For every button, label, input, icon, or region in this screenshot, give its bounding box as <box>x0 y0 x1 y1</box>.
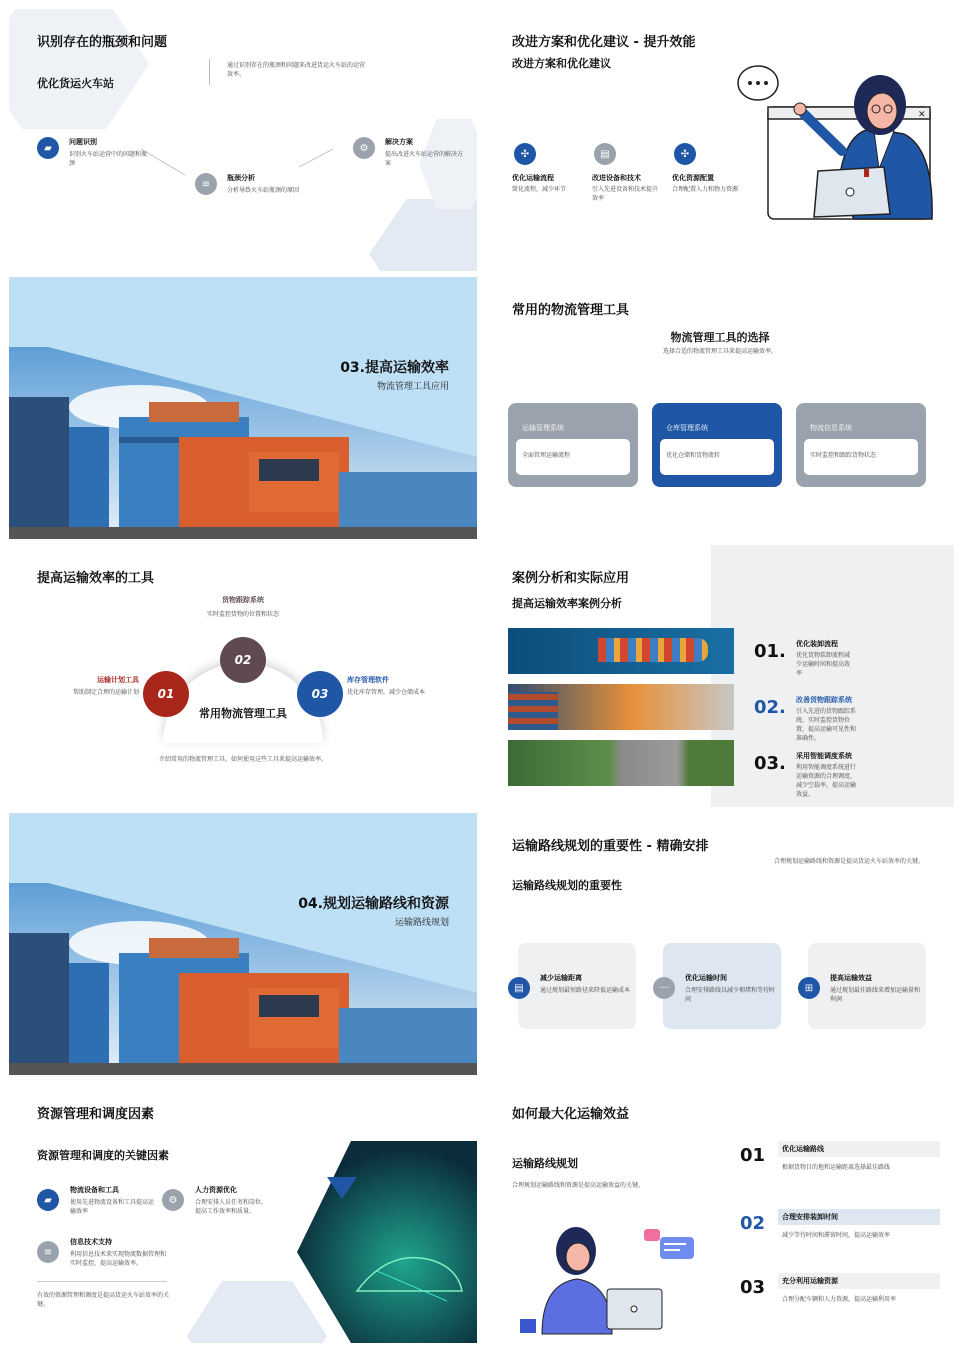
case-item-1 <box>754 639 944 678</box>
port-sunset-photo <box>508 684 734 730</box>
badge-num: 01 <box>157 687 175 701</box>
card-reduce-distance[interactable] <box>514 943 636 1029</box>
card-text: 全面管理运输流程 <box>522 452 571 459</box>
slide-case-study[interactable] <box>486 545 954 807</box>
ship-photo <box>508 628 734 674</box>
card-title: 运输管理系统 <box>522 424 564 432</box>
item-title: 运输计划工具 <box>97 676 139 684</box>
slide-route-planning[interactable] <box>486 813 954 1075</box>
section-title: 04.规划运输路线和资源 <box>298 896 449 912</box>
slide-bottleneck[interactable] <box>9 9 477 271</box>
benefit-title-bar <box>778 1273 940 1289</box>
item-text: 识别火车站运营中的问题和瓶颈 <box>69 151 148 167</box>
benefit-item-1 <box>740 1141 940 1172</box>
slide-title: 运输路线规划的重要性 - 精确安排 <box>512 839 709 854</box>
slide-efficiency-tools[interactable] <box>9 545 477 807</box>
card-text: 实时监控和跟踪货物状态 <box>810 452 877 459</box>
container-port-photo <box>9 277 477 539</box>
case-title: 优化装卸流程 <box>796 640 838 648</box>
item-equipment <box>37 1185 157 1216</box>
item-text: 优化库存管理，减少仓储成本 <box>347 689 426 696</box>
hex-decoration <box>187 1281 327 1343</box>
slide-title: 案例分析和实际应用 <box>512 571 630 586</box>
item-01-label <box>29 675 139 697</box>
image-icon: ▰ <box>37 1189 59 1211</box>
benefit-text: 减少等待时间和滞留时间，提高运输效率 <box>782 1232 891 1239</box>
slide-subtitle: 优化货运火车站 <box>37 77 114 90</box>
highway-photo <box>508 740 734 786</box>
slide-section-04[interactable] <box>9 813 477 1075</box>
slide-footer: 有效的资源管理和调度是提高货运火车站效率的关键。 <box>37 1292 170 1308</box>
card-title: 优化运输时间 <box>685 974 727 982</box>
item-03-label <box>347 675 467 697</box>
badge-03 <box>297 671 343 717</box>
benefit-title-bar <box>778 1141 940 1157</box>
card-body <box>804 439 918 475</box>
slide-subtitle: 资源管理和调度的关键因素 <box>37 1149 169 1162</box>
slide-title: 常用的物流管理工具 <box>512 303 630 318</box>
card-content <box>540 973 632 995</box>
slide-subtitle: 运输路线规划的重要性 <box>512 879 622 892</box>
item-02-label <box>9 595 477 619</box>
benefit-text: 合理分配车辆和人力资源，提高运输利用率 <box>782 1296 897 1303</box>
slide-desc: 选择合适的物流管理工具来提高运输效率。 <box>662 348 777 355</box>
slide-subtitle: 改进方案和优化建议 <box>512 57 611 70</box>
woman-phone-illustration <box>512 1209 702 1339</box>
badge-num: 02 <box>234 653 252 667</box>
card-text: 通过规划最短路径来降低运输成本 <box>540 987 631 994</box>
section-subtitle: 运输路线规划 <box>394 918 449 928</box>
card-content <box>830 973 922 1004</box>
layers-icon: ≡ <box>37 1241 59 1263</box>
section-subtitle: 物流管理工具应用 <box>376 382 449 392</box>
item-text: 合理配置人力和物力资源 <box>672 186 739 193</box>
card-info-system[interactable] <box>796 403 926 487</box>
case-title: 采用智能调度系统 <box>796 752 852 760</box>
slide-subtitle: 物流管理工具的选择 <box>670 331 770 344</box>
item-title: 物流设备和工具 <box>70 1186 119 1194</box>
item-title: 库存管理软件 <box>347 676 389 684</box>
card-optimize-time[interactable] <box>659 943 781 1029</box>
badge-01 <box>143 671 189 717</box>
item-flow <box>512 143 582 194</box>
item-text: 分析导致火车站瓶颈的原因 <box>227 187 300 194</box>
benefit-title-bar <box>778 1209 940 1225</box>
card-title: 减少运输距离 <box>540 974 582 982</box>
container-port-photo <box>9 813 477 1075</box>
card-title: 提高运输效益 <box>830 974 872 982</box>
benefit-title: 充分利用运输资源 <box>782 1277 838 1285</box>
slide-section-03[interactable] <box>9 277 477 539</box>
slide-desc: 通过识别存在的瓶颈和问题来改进货运火车站的运营效率。 <box>227 62 366 78</box>
item-title: 人力资源优化 <box>195 1186 237 1194</box>
item-title: 货物跟踪系统 <box>222 596 264 604</box>
divider <box>37 1281 167 1282</box>
item-title: 问题识别 <box>69 138 97 146</box>
case-title: 改善货物跟踪系统 <box>796 696 852 704</box>
layers-icon: ≡ <box>195 173 217 195</box>
item-title: 改进设备和技术 <box>592 174 641 182</box>
slide-subtitle: 运输路线规划 <box>512 1157 578 1170</box>
item-text: 合理安排人员任务和岗位，提高工作效率和质量。 <box>195 1199 268 1215</box>
item-title: 瓶颈分析 <box>227 174 255 182</box>
item-hr <box>162 1185 272 1216</box>
slide-desc: 合理规划运输路线和资源是提高运输效益的关键。 <box>512 1182 645 1189</box>
slide-footer: 介绍常用的物流管理工具，如何使用这些工具来提高运输效率。 <box>158 756 327 763</box>
item-text: 提出改进火车站运营的解决方案 <box>385 151 464 167</box>
benefit-num: 03 <box>740 1277 766 1298</box>
slide-title: 改进方案和优化建议 - 提升效能 <box>512 35 696 50</box>
item-text: 引入先进设备和技术提升效率 <box>592 186 659 202</box>
badge-num: 03 <box>311 687 329 701</box>
benefit-text: 根据货物目的地和运输距离选择最佳路线 <box>782 1164 891 1171</box>
slide-resource-management[interactable] <box>9 1081 477 1343</box>
slide-improvement[interactable] <box>486 9 954 271</box>
slide-title: 识别存在的瓶颈和问题 <box>37 35 168 50</box>
smart-car-photo <box>297 1141 477 1343</box>
item-text: 简化流程，减少环节 <box>512 186 567 193</box>
case-text: 利用智能调度系统进行运输资源的合理调度，减少空载率，提高运输效益。 <box>796 764 857 798</box>
flow-icon: ✣ <box>514 143 536 165</box>
case-item-3 <box>754 751 944 799</box>
flow-icon: ✣ <box>674 143 696 165</box>
case-num: 02. <box>754 697 786 718</box>
card-body <box>516 439 630 475</box>
image-icon: ▰ <box>37 137 59 159</box>
card-title: 物流信息系统 <box>810 424 852 432</box>
connector-arrows <box>9 9 477 271</box>
benefit-title: 合理安排装卸时间 <box>782 1213 838 1221</box>
woman-laptop-illustration <box>734 59 939 239</box>
section-title: 03.提高运输效率 <box>340 360 449 376</box>
center-label: 常用物流管理工具 <box>199 707 287 720</box>
slide-subtitle: 提高运输效率案例分析 <box>512 597 622 610</box>
slide-title: 如何最大化运输效益 <box>512 1107 630 1122</box>
slide-maximize-benefit[interactable] <box>486 1081 954 1343</box>
item-title: 优化运输流程 <box>512 174 554 182</box>
card-improve-benefit[interactable] <box>804 943 926 1029</box>
card-text: 通过规划最佳路线来增加运输量和利润 <box>830 987 921 1003</box>
item-text: 使用先进物流设备和工具提高运输效率 <box>70 1199 155 1215</box>
item-text: 利用信息技术来实现物流数据管理和实时监控，提高运输效率。 <box>70 1251 167 1267</box>
item-text: 实时监控货物的位置和状态 <box>206 611 279 618</box>
benefit-num: 02 <box>740 1213 766 1234</box>
blue-triangle <box>327 1177 357 1199</box>
network-icon: ⊞ <box>798 977 820 999</box>
item-it <box>37 1237 167 1268</box>
card-content <box>685 973 777 1004</box>
chat-icon: ··· <box>653 977 675 999</box>
case-text: 优化货物装卸流程减少运输时间和提高效率 <box>796 652 851 677</box>
svg-text:✕: ✕ <box>918 110 926 120</box>
benefit-item-3 <box>740 1273 940 1304</box>
slide-desc: 合理规划运输路线和资源是提高货运火车站效率的关键。 <box>773 858 924 865</box>
doc-icon: ▤ <box>508 977 530 999</box>
case-num: 01. <box>754 641 786 662</box>
benefit-title: 优化运输路线 <box>782 1145 824 1153</box>
slide-title: 提高运输效率的工具 <box>37 571 155 586</box>
card-title: 仓库管理系统 <box>666 424 708 432</box>
badge-02 <box>220 637 266 683</box>
item-title: 解决方案 <box>385 138 413 146</box>
card-text: 合理安排路线以减少拥堵和等待时间 <box>685 987 776 1003</box>
item-title: 信息技术支持 <box>70 1238 112 1246</box>
clipboard-icon: ▤ <box>594 143 616 165</box>
case-num: 03. <box>754 753 786 774</box>
slide-title: 资源管理和调度因素 <box>37 1107 155 1122</box>
item-title: 优化资源配置 <box>672 174 714 182</box>
card-transport-system[interactable] <box>508 403 638 487</box>
slide-logistics-tools[interactable] <box>486 277 954 539</box>
gear-icon: ⚙ <box>162 1189 184 1211</box>
case-item-2 <box>754 695 944 743</box>
gear-icon: ⚙ <box>353 137 375 159</box>
case-text: 引入先进的货物跟踪系统，实时监控货物位置，提高运输可见性和准确性。 <box>796 708 857 742</box>
benefit-num: 01 <box>740 1145 766 1166</box>
card-text: 优化仓储和货物流转 <box>666 452 721 459</box>
item-resources <box>672 143 742 194</box>
card-warehouse-system[interactable] <box>652 403 782 487</box>
benefit-item-2 <box>740 1209 940 1240</box>
item-equipment <box>592 143 662 203</box>
card-body <box>660 439 774 475</box>
item-text: 帮助制定合理的运输计划 <box>72 689 139 696</box>
